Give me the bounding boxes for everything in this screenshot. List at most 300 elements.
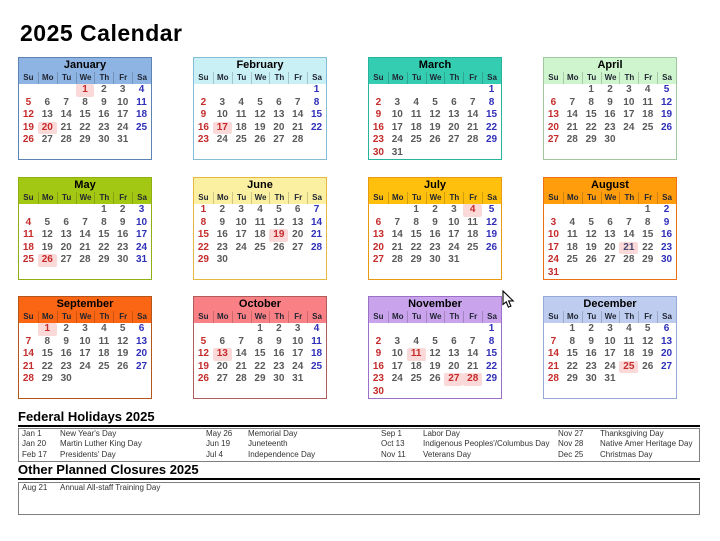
date-cell: 2 — [375, 96, 382, 108]
date-cell — [482, 147, 501, 160]
holiday-name: Christmas Day — [600, 449, 653, 459]
date-cell: 25 — [642, 121, 654, 133]
date-cell: 7 — [294, 96, 301, 108]
date-cell: 16 — [197, 121, 209, 133]
day-name: We — [76, 311, 95, 323]
day-name: Su — [548, 193, 559, 202]
date-cell — [444, 84, 463, 97]
date-cell: 9 — [219, 216, 226, 228]
day-name: Mo — [38, 72, 57, 84]
date-cell: 18 — [22, 241, 34, 253]
date-cell: 24 — [604, 360, 616, 372]
day-name: Mo — [213, 192, 232, 204]
day-name: We — [426, 192, 445, 204]
date-cell: 2 — [219, 204, 226, 215]
other-closures-heading: Other Planned Closures 2025 — [18, 462, 700, 480]
date-cell: 4 — [569, 216, 576, 228]
date-cell: 12 — [429, 109, 441, 120]
month-may — [18, 177, 152, 280]
date-cell: 7 — [569, 96, 576, 108]
date-cell — [482, 254, 501, 267]
date-cell: 27 — [292, 241, 304, 253]
date-cell: 14 — [623, 229, 635, 240]
date-cell: 8 — [588, 96, 594, 108]
date-cell: 24 — [623, 121, 635, 133]
date-cell: 7 — [469, 96, 476, 108]
date-cell: 31 — [292, 373, 304, 384]
date-cell — [388, 386, 407, 399]
day-name: Sa — [482, 72, 501, 84]
day-name: Sa — [132, 192, 151, 204]
date-cell: 5 — [644, 323, 651, 334]
date-cell: 22 — [311, 121, 323, 133]
date-cell — [232, 323, 251, 336]
date-cell: 3 — [451, 204, 457, 215]
holiday-name: Thanksgiving Day — [600, 429, 664, 438]
day-name: Mo — [213, 72, 232, 84]
date-cell: 18 — [254, 229, 266, 240]
date-cell: 7 — [238, 335, 244, 347]
date-cell: 8 — [82, 96, 88, 108]
date-cell: 6 — [375, 216, 382, 228]
date-cell: 9 — [375, 348, 382, 359]
date-cell: 14 — [311, 216, 323, 228]
date-cell-highlighted: 17 — [213, 122, 232, 135]
date-cell: 8 — [569, 335, 576, 347]
month-july — [368, 177, 502, 280]
date-cell: 24 — [216, 134, 228, 145]
date-cell: 2 — [63, 323, 69, 334]
date-cell: 26 — [661, 121, 673, 133]
date-cell: 3 — [626, 84, 632, 95]
date-cell: 12 — [117, 335, 129, 347]
date-cell: 31 — [448, 254, 460, 265]
holiday-name: Independence Day — [248, 449, 316, 459]
holiday-date: Nov 27 — [558, 429, 584, 438]
date-cell: 27 — [448, 134, 460, 145]
day-name: Sa — [657, 192, 676, 204]
date-cell: 4 — [25, 216, 32, 228]
date-cell: 16 — [372, 121, 384, 133]
date-cell: 31 — [117, 134, 129, 145]
day-name: Sa — [657, 72, 676, 84]
date-cell: 28 — [235, 373, 247, 384]
day-name: We — [426, 311, 445, 323]
date-cell: 11 — [566, 229, 578, 240]
day-name: Sa — [307, 311, 326, 323]
date-cell: 25 — [22, 254, 34, 265]
date-cell: 29 — [254, 373, 266, 384]
date-cell: 29 — [41, 373, 53, 384]
date-cell — [463, 386, 482, 399]
day-name: Su — [23, 73, 34, 82]
date-cell — [288, 254, 307, 267]
date-cell — [601, 204, 620, 217]
date-cell — [288, 84, 307, 97]
date-cell: 13 — [604, 229, 616, 240]
date-cell — [213, 323, 232, 336]
day-name: Th — [444, 72, 463, 84]
date-cell: 12 — [486, 216, 498, 228]
date-cell — [638, 134, 657, 147]
day-name: Su — [548, 73, 559, 82]
date-cell — [269, 84, 288, 97]
date-cell: 26 — [197, 373, 209, 384]
day-names-row — [19, 311, 151, 323]
federal-holidays-heading: Federal Holidays 2025 — [18, 409, 700, 427]
date-cell: 17 — [79, 348, 91, 359]
date-cell: 20 — [273, 121, 285, 133]
date-cell: 27 — [604, 254, 616, 265]
date-cell: 10 — [391, 109, 403, 120]
day-name: Th — [619, 72, 638, 84]
date-cell: 4 — [101, 323, 107, 334]
date-cell: 5 — [119, 323, 126, 334]
date-cell: 2 — [101, 84, 107, 95]
date-cell — [307, 134, 326, 147]
date-cell: 29 — [98, 254, 110, 265]
date-cell — [132, 373, 151, 386]
date-cell: 2 — [588, 323, 594, 334]
date-cell: 26 — [429, 373, 441, 384]
date-cell: 1 — [313, 84, 320, 95]
day-name: Th — [94, 192, 113, 204]
date-cell: 13 — [661, 335, 673, 347]
date-cell: 3 — [119, 84, 126, 95]
date-cell: 27 — [136, 360, 148, 372]
date-cell: 12 — [661, 96, 673, 108]
date-cell: 26 — [585, 254, 597, 265]
date-cell: 24 — [448, 241, 460, 253]
date-cell: 1 — [413, 204, 419, 215]
date-cell: 8 — [257, 335, 263, 347]
date-cell: 9 — [276, 335, 282, 347]
date-cell: 2 — [200, 96, 207, 108]
date-cell: 7 — [394, 216, 401, 228]
day-name: Mo — [388, 311, 407, 323]
date-cell: 4 — [626, 323, 632, 334]
date-cell — [444, 386, 463, 399]
month-december — [543, 296, 677, 399]
date-cell — [251, 84, 270, 97]
day-name: Fr — [288, 311, 307, 323]
date-cell: 21 — [292, 121, 304, 133]
date-cell: 11 — [410, 109, 422, 120]
month-title: December — [544, 297, 676, 311]
closure-name: Annual All-staff Training Day — [60, 483, 161, 492]
date-cell: 22 — [79, 121, 91, 133]
holiday-name: Veterans Day — [423, 449, 472, 459]
holiday-name: Martin Luther King Day — [60, 439, 142, 449]
month-title: March — [369, 58, 501, 72]
date-cell — [307, 373, 326, 386]
date-cell: 30 — [216, 254, 228, 265]
date-cell — [426, 147, 445, 160]
date-grid — [369, 204, 501, 267]
date-cell: 24 — [79, 360, 91, 372]
date-cell: 20 — [136, 348, 148, 359]
date-cell: 11 — [311, 335, 322, 347]
date-cell: 10 — [623, 96, 635, 108]
date-cell: 22 — [486, 121, 498, 133]
holiday-name: Labor Day — [423, 429, 460, 438]
date-cell: 25 — [136, 121, 148, 133]
date-cell: 6 — [550, 96, 557, 108]
date-cell: 21 — [79, 241, 91, 253]
date-cell: 21 — [547, 360, 559, 372]
day-names-row — [19, 192, 151, 204]
date-cell: 21 — [467, 360, 479, 372]
date-cell: 20 — [372, 241, 384, 253]
date-cell: 13 — [136, 335, 148, 347]
day-name: We — [251, 192, 270, 204]
date-cell: 13 — [547, 109, 559, 120]
month-october — [193, 296, 327, 399]
date-cell — [76, 373, 95, 386]
date-grid — [369, 323, 501, 398]
day-name: We — [601, 72, 620, 84]
date-cell: 10 — [117, 96, 129, 108]
date-cell: 20 — [661, 348, 673, 359]
date-cell: 29 — [79, 134, 91, 145]
date-cell: 16 — [98, 109, 110, 120]
date-cell: 22 — [486, 360, 498, 372]
date-cell: 30 — [60, 373, 72, 384]
date-cell: 2 — [663, 204, 670, 215]
date-grid — [194, 84, 326, 147]
date-cell: 29 — [486, 134, 498, 145]
month-november — [368, 296, 502, 399]
date-cell: 6 — [451, 335, 457, 347]
date-cell — [388, 323, 407, 336]
date-cell — [194, 84, 213, 97]
date-cell: 18 — [642, 109, 654, 120]
date-grid — [544, 204, 676, 279]
day-name: Th — [94, 72, 113, 84]
day-name: Th — [269, 72, 288, 84]
date-cell: 11 — [98, 335, 110, 347]
date-cell: 26 — [117, 360, 129, 372]
date-grid — [19, 204, 151, 267]
date-cell: 8 — [44, 335, 51, 347]
date-cell: 22 — [585, 121, 597, 133]
date-cell: 16 — [661, 229, 673, 240]
date-cell: 15 — [41, 348, 53, 359]
date-cell: 30 — [117, 254, 129, 265]
date-cell: 12 — [197, 348, 209, 359]
date-cell: 23 — [60, 360, 72, 372]
date-cell: 24 — [547, 254, 559, 265]
date-cell: 10 — [136, 216, 148, 228]
date-cell: 21 — [22, 360, 34, 372]
date-cell: 1 — [488, 84, 495, 95]
date-cell: 12 — [41, 229, 53, 240]
date-cell — [407, 84, 426, 97]
date-cell: 7 — [626, 216, 632, 228]
date-cell: 15 — [486, 348, 498, 359]
date-cell: 28 — [292, 134, 304, 145]
date-cell — [563, 267, 582, 280]
date-cell: 14 — [467, 348, 479, 359]
holiday-date: Sep 1 — [381, 429, 402, 438]
day-name: Tu — [232, 311, 251, 323]
date-cell — [657, 134, 676, 147]
date-cell-highlighted: 11 — [407, 348, 426, 361]
date-cell — [38, 84, 57, 97]
day-name: Sa — [307, 192, 326, 204]
day-names-row — [369, 72, 501, 84]
day-name: Su — [373, 312, 384, 321]
month-title: July — [369, 178, 501, 192]
date-cell: 20 — [448, 121, 460, 133]
date-cell: 25 — [235, 134, 247, 145]
month-august — [543, 177, 677, 280]
date-cell: 9 — [607, 96, 613, 108]
date-cell — [463, 323, 482, 336]
date-cell: 31 — [604, 373, 616, 384]
date-cell — [388, 84, 407, 97]
day-name: Su — [23, 312, 34, 321]
date-cell — [601, 267, 620, 280]
date-cell: 18 — [311, 348, 323, 359]
date-cell: 18 — [566, 241, 578, 253]
date-cell: 22 — [98, 241, 110, 253]
date-cell: 30 — [585, 373, 597, 384]
date-cell: 23 — [661, 241, 673, 253]
date-cell: 27 — [372, 254, 384, 265]
date-cell: 13 — [372, 229, 384, 240]
date-cell: 10 — [391, 348, 403, 359]
day-name: Th — [444, 311, 463, 323]
date-cell — [619, 134, 638, 147]
day-name: Su — [373, 193, 384, 202]
date-cell: 9 — [63, 335, 69, 347]
date-cell: 6 — [294, 204, 301, 215]
date-cell — [232, 254, 251, 267]
date-cell: 6 — [663, 323, 670, 334]
date-cell: 9 — [101, 96, 107, 108]
date-cell: 23 — [216, 241, 228, 253]
date-cell: 13 — [60, 229, 72, 240]
holiday-name: Presidents' Day — [60, 449, 116, 459]
date-cell: 19 — [642, 348, 654, 359]
date-cell: 12 — [429, 348, 441, 359]
date-cell: 26 — [486, 241, 498, 253]
date-cell-highlighted: 4 — [463, 204, 482, 217]
date-cell: 4 — [313, 323, 320, 334]
date-cell — [426, 386, 445, 399]
date-cell — [369, 84, 388, 97]
date-cell: 26 — [273, 241, 285, 253]
date-cell: 9 — [663, 216, 670, 228]
date-cell — [251, 254, 270, 267]
date-cell: 8 — [313, 96, 320, 108]
date-cell-highlighted: 20 — [38, 122, 57, 135]
date-cell: 23 — [372, 373, 384, 384]
date-cell: 6 — [44, 96, 51, 108]
date-cell: 6 — [63, 216, 69, 228]
date-cell: 18 — [136, 109, 148, 120]
date-cell: 27 — [60, 254, 72, 265]
date-cell — [213, 84, 232, 97]
day-name: Th — [444, 192, 463, 204]
date-cell — [57, 84, 76, 97]
month-february — [193, 57, 327, 160]
day-name: Fr — [463, 192, 482, 204]
federal-holidays-section — [18, 409, 700, 462]
day-names-row — [194, 72, 326, 84]
date-cell: 31 — [136, 254, 148, 265]
date-cell: 16 — [60, 348, 72, 359]
mouse-cursor — [502, 290, 515, 309]
date-cell: 1 — [644, 204, 651, 215]
date-cell: 16 — [117, 229, 129, 240]
date-cell: 16 — [273, 348, 285, 359]
date-cell-highlighted: 1 — [38, 323, 57, 336]
holiday-name: Juneteenth — [248, 439, 288, 449]
day-name: Fr — [113, 311, 132, 323]
date-cell — [19, 84, 38, 97]
month-title: September — [19, 297, 151, 311]
day-name: Sa — [657, 311, 676, 323]
date-cell — [582, 267, 601, 280]
day-name: Mo — [388, 72, 407, 84]
date-cell: 3 — [238, 204, 244, 215]
date-cell-highlighted: 21 — [619, 242, 638, 255]
month-title: January — [19, 58, 151, 72]
date-cell: 15 — [311, 109, 323, 120]
day-name: Su — [23, 193, 34, 202]
date-cell: 6 — [138, 323, 145, 334]
date-cell: 16 — [604, 109, 616, 120]
date-cell — [619, 204, 638, 217]
date-cell: 1 — [569, 323, 576, 334]
date-cell: 14 — [566, 109, 578, 120]
date-cell: 16 — [429, 229, 441, 240]
date-cell — [269, 254, 288, 267]
day-name: Mo — [563, 311, 582, 323]
date-cell: 10 — [216, 109, 228, 120]
day-name: Sa — [482, 311, 501, 323]
month-january — [18, 57, 152, 160]
day-name: Th — [269, 192, 288, 204]
date-cell: 22 — [642, 241, 654, 253]
date-cell: 5 — [257, 96, 263, 108]
date-grid — [19, 323, 151, 386]
holiday-name: Memorial Day — [248, 429, 298, 438]
date-cell — [657, 267, 676, 280]
day-name: Fr — [638, 192, 657, 204]
holiday-name: Indigenous Peoples'/Columbus Day — [423, 439, 550, 449]
date-cell: 3 — [138, 204, 145, 215]
date-cell — [657, 373, 676, 386]
date-cell — [638, 373, 657, 386]
holiday-name: New Year's Day — [60, 429, 117, 438]
date-cell: 13 — [273, 109, 285, 120]
date-cell: 3 — [294, 323, 301, 334]
date-cell: 25 — [254, 241, 266, 253]
date-cell: 23 — [372, 134, 384, 145]
date-cell: 18 — [410, 360, 422, 372]
date-cell: 24 — [292, 360, 304, 372]
date-cell: 3 — [219, 96, 226, 108]
date-cell: 9 — [119, 216, 126, 228]
date-cell — [482, 386, 501, 399]
date-cell: 3 — [607, 323, 613, 334]
month-title: June — [194, 178, 326, 192]
date-cell: 11 — [23, 229, 34, 240]
date-cell-highlighted: 1 — [76, 84, 95, 97]
